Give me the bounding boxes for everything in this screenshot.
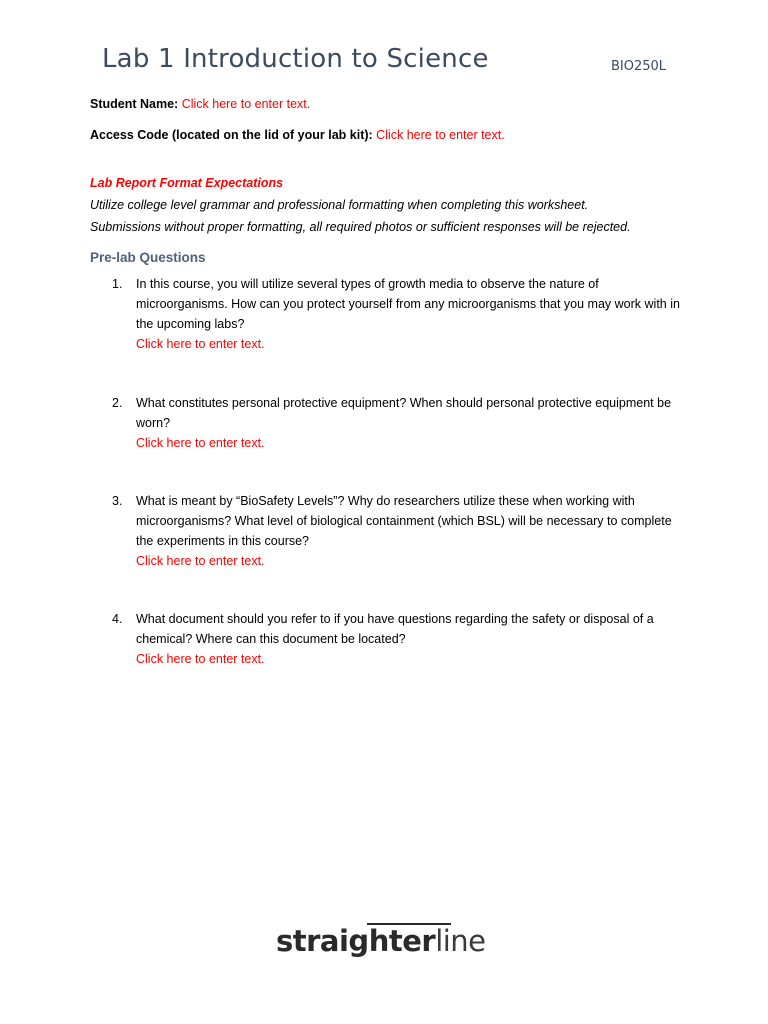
access-code-label: Access Code (located on the lid of your lab kit): xyxy=(90,128,373,142)
access-code-row xyxy=(90,128,505,142)
course-code: BIO250L xyxy=(611,59,667,74)
student-name-field[interactable]: Click here to enter text. xyxy=(181,97,311,111)
answer-field[interactable]: Click here to enter text. xyxy=(136,337,265,351)
question-item xyxy=(112,393,682,453)
question-text: What document should you refer to if you have questions regarding the safety or disposal of a chemical? Where can this document be located? xyxy=(136,612,654,646)
question-text: What is meant by “BioSafety Levels”? Why do researchers utilize these when working with microorganisms? What level of biological containment (which BSL) will be necessary to complete the experiments in this course? xyxy=(136,494,672,548)
logo-wordmark-light: line xyxy=(435,924,486,958)
question-text: In this course, you will utilize several types of growth media to observe the nature of microorganisms. How can you protect yourself from any microorganisms that you may work with in the upcoming labs? xyxy=(136,277,680,331)
logo-wordmark xyxy=(276,924,486,958)
straighterline-logo xyxy=(276,922,488,968)
question-item xyxy=(112,274,682,354)
logo-wordmark-bold: straighter xyxy=(276,924,436,958)
page-title: Lab 1 Introduction to Science xyxy=(102,44,489,74)
answer-field[interactable]: Click here to enter text. xyxy=(136,436,265,450)
answer-field[interactable]: Click here to enter text. xyxy=(136,554,265,568)
question-number: 2. xyxy=(112,396,123,410)
question-item xyxy=(112,491,682,571)
question-item xyxy=(112,609,682,669)
question-number: 3. xyxy=(112,494,123,508)
format-expectations-heading: Lab Report Format Expectations xyxy=(90,176,284,190)
answer-field[interactable]: Click here to enter text. xyxy=(136,652,265,666)
access-code-field[interactable]: Click here to enter text. xyxy=(376,128,505,142)
prelab-heading: Pre-lab Questions xyxy=(90,250,206,265)
question-number: 1. xyxy=(112,277,123,291)
format-expectations-line-1: Utilize college level grammar and professional formatting when completing this worksheet. xyxy=(90,198,589,212)
student-name-label: Student Name: xyxy=(90,97,179,111)
question-text: What constitutes personal protective equipment? When should personal protective equipment be worn? xyxy=(136,396,672,430)
format-expectations-line-2: Submissions without proper formatting, all required photos or sufficient responses will be rejected. xyxy=(90,220,631,234)
student-name-row xyxy=(90,97,310,111)
question-number: 4. xyxy=(112,612,123,626)
